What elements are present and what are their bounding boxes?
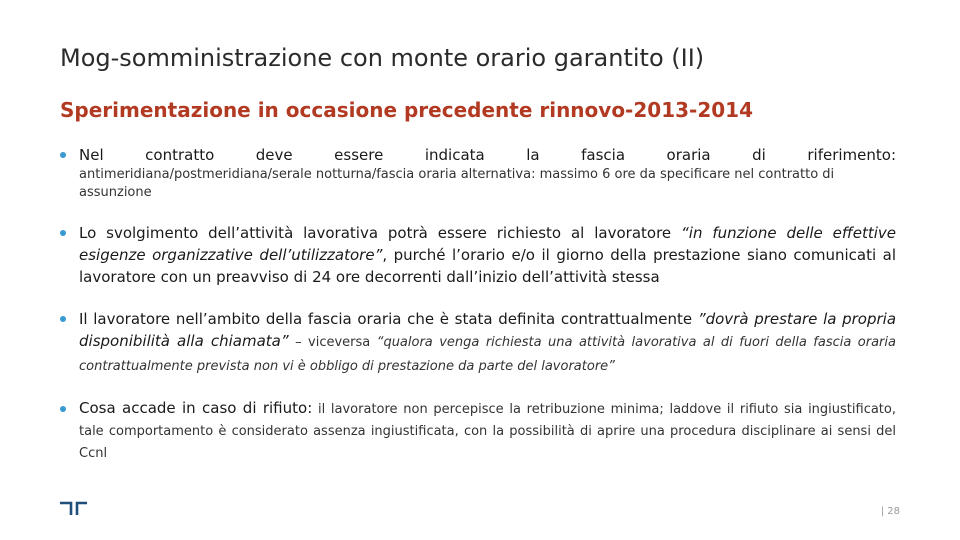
bullet-dot-icon (60, 316, 66, 322)
bullet-rifiuto (60, 398, 896, 464)
bullet-text: – viceversa (288, 335, 377, 350)
bullet-fascia-oraria (60, 144, 896, 202)
slide-title: Mog-somministrazione con monte orario garantito (II) (60, 44, 705, 72)
bullet-lead-text: Cosa accade in caso di rifiuto: (79, 399, 313, 417)
bullet-dot-icon (60, 230, 66, 236)
bullet-detail-text: antimeridiana/postmeridiana/serale notturna/fascia oraria alternativa: massimo 6 ore da specificare nel contratto di assunzione (79, 167, 835, 200)
bullet-text: Il lavoratore nell’ambito della fascia oraria che è stata definita contrattualmente (79, 310, 698, 328)
bullet-text: Lo svolgimento dell’attività lavorativa potrà essere richiesto al lavoratore (79, 224, 682, 242)
bullet-dot-icon (60, 152, 66, 158)
bullet-svolgimento (60, 222, 896, 288)
bullet-quote: “in funzione delle effettive esigenze organizzative dell’utilizzatore” (79, 224, 896, 264)
bullet-detail-text: il lavoratore non percepisce la retribuzione minima; laddove il rifiuto sia ingiustificato, tale comportamento è considerato assenza ingiustificata, con la possibilità di aprire una procedura disciplinare ai sensi del Ccnl (79, 402, 896, 461)
bullet-quote-small: “qualora venga richiesta una attività lavorativa al di fuori della fascia oraria contrattualmente prevista non vi è obbligo di prestazione da parte del lavoratore” (79, 335, 896, 374)
bullet-list (60, 144, 896, 464)
bullet-text: , purché l’orario e/o il giorno della prestazione siano comunicati al lavoratore con un preavviso di 24 ore decorrenti dall’inizio dell’attività stessa (79, 246, 896, 286)
bullet-quote: ”dovrà prestare la propria disponibilità alla chiamata” (79, 310, 897, 350)
page-number: | 28 (880, 506, 900, 517)
bullet-disponibilita (60, 308, 896, 378)
bullet-dot-icon (60, 406, 66, 412)
bullet-lead-text: Nel contratto deve essere indicata la fascia oraria di riferimento: (79, 146, 896, 164)
slide-subtitle: Sperimentazione in occasione precedente rinnovo-2013-2014 (60, 98, 753, 122)
brand-logo-icon (60, 500, 90, 516)
